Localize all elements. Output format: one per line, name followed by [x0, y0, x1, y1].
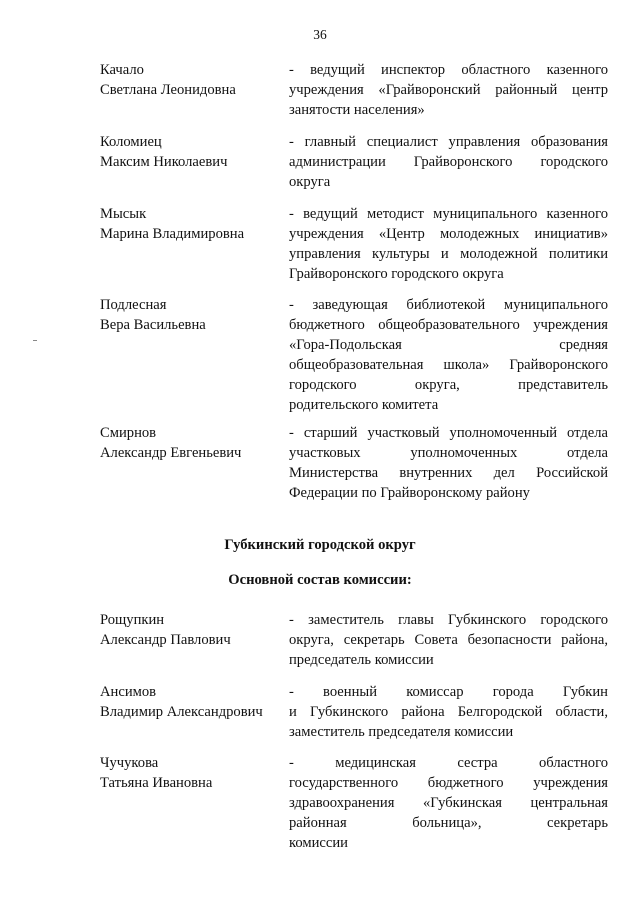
description-line: - военный комиссар города Губкин — [289, 684, 608, 700]
page-number: 36 — [313, 27, 327, 42]
description-line: - ведущий инспектор областного казенного — [289, 62, 608, 78]
description-line: здравоохранения «Губкинская центральная — [289, 795, 608, 811]
description-line: государственного бюджетного учреждения — [289, 775, 608, 791]
member-surname: Ансимов — [100, 684, 157, 700]
member-surname: Рощупкин — [100, 612, 165, 628]
member-name — [100, 423, 290, 463]
description-line: и Губкинского района Белгородской области, — [289, 704, 608, 720]
description-line: - медицинская сестра областного — [289, 755, 608, 771]
member-description — [289, 204, 608, 284]
member-description — [289, 423, 608, 503]
description-line: учреждения «Грайворонский районный центр — [289, 82, 608, 98]
member-name — [100, 204, 290, 244]
description-line: «Гора-Подольская средняя — [289, 337, 608, 353]
member-description — [289, 682, 608, 742]
description-line: родительского комитета — [289, 397, 439, 413]
description-line: - старший участковый уполномоченный отдела — [289, 425, 608, 441]
description-line: администрации Грайворонского городского — [289, 154, 608, 170]
description-line: Министерства внутренних дел Российской — [289, 465, 608, 481]
member-given-name: Светлана Леонидовна — [100, 82, 236, 98]
description-line: - главный специалист управления образования — [289, 134, 608, 150]
member-given-name: Владимир Александрович — [100, 704, 263, 720]
member-given-name: Марина Владимировна — [100, 226, 245, 242]
member-name — [100, 610, 290, 650]
margin-mark — [33, 340, 37, 341]
member-description — [289, 753, 608, 853]
member-description — [289, 295, 608, 415]
description-line: округа — [289, 174, 331, 190]
description-line: общеобразовательная школа» Грайворонского — [289, 357, 608, 373]
section-subtitle: Основной состав комиссии: — [228, 572, 412, 588]
description-line: - ведущий методист муниципального казенного — [289, 206, 608, 222]
member-description — [289, 610, 608, 670]
description-line: - заведующая библиотекой муниципального — [289, 297, 608, 313]
member-description — [289, 60, 608, 120]
description-line: учреждения «Центр молодежных инициатив» — [289, 226, 608, 242]
member-name — [100, 295, 290, 335]
member-description — [289, 132, 608, 192]
description-line: городского округа, представитель — [289, 377, 608, 393]
member-surname: Качало — [100, 62, 144, 78]
member-surname: Мысык — [100, 206, 147, 222]
member-name — [100, 682, 290, 722]
member-surname: Подлесная — [100, 297, 167, 313]
description-line: округа, секретарь Совета безопасности района, — [289, 632, 608, 648]
description-line: Федерации по Грайворонскому району — [289, 485, 530, 501]
member-given-name: Александр Павлович — [100, 632, 231, 648]
member-given-name: Александр Евгеньевич — [100, 445, 242, 461]
description-line: районная больница», секретарь — [289, 815, 608, 831]
member-given-name: Максим Николаевич — [100, 154, 228, 170]
member-surname: Чучукова — [100, 755, 159, 771]
description-line: комиссии — [289, 835, 348, 851]
member-given-name: Татьяна Ивановна — [100, 775, 213, 791]
member-name — [100, 132, 290, 172]
description-line: участковых уполномоченных отдела — [289, 445, 608, 461]
member-surname: Смирнов — [100, 425, 157, 441]
description-line: Грайворонского городского округа — [289, 266, 504, 282]
description-line: председатель комиссии — [289, 652, 434, 668]
description-line: управления культуры и молодежной политики — [289, 246, 608, 262]
member-surname: Коломиец — [100, 134, 162, 150]
section-title: Губкинский городской округ — [224, 537, 416, 553]
member-name — [100, 753, 290, 793]
description-line: занятости населения» — [289, 102, 425, 118]
description-line: заместитель председателя комиссии — [289, 724, 514, 740]
member-given-name: Вера Васильевна — [100, 317, 206, 333]
member-name — [100, 60, 290, 100]
description-line: бюджетного общеобразовательного учреждения — [289, 317, 608, 333]
description-line: - заместитель главы Губкинского городского — [289, 612, 608, 628]
